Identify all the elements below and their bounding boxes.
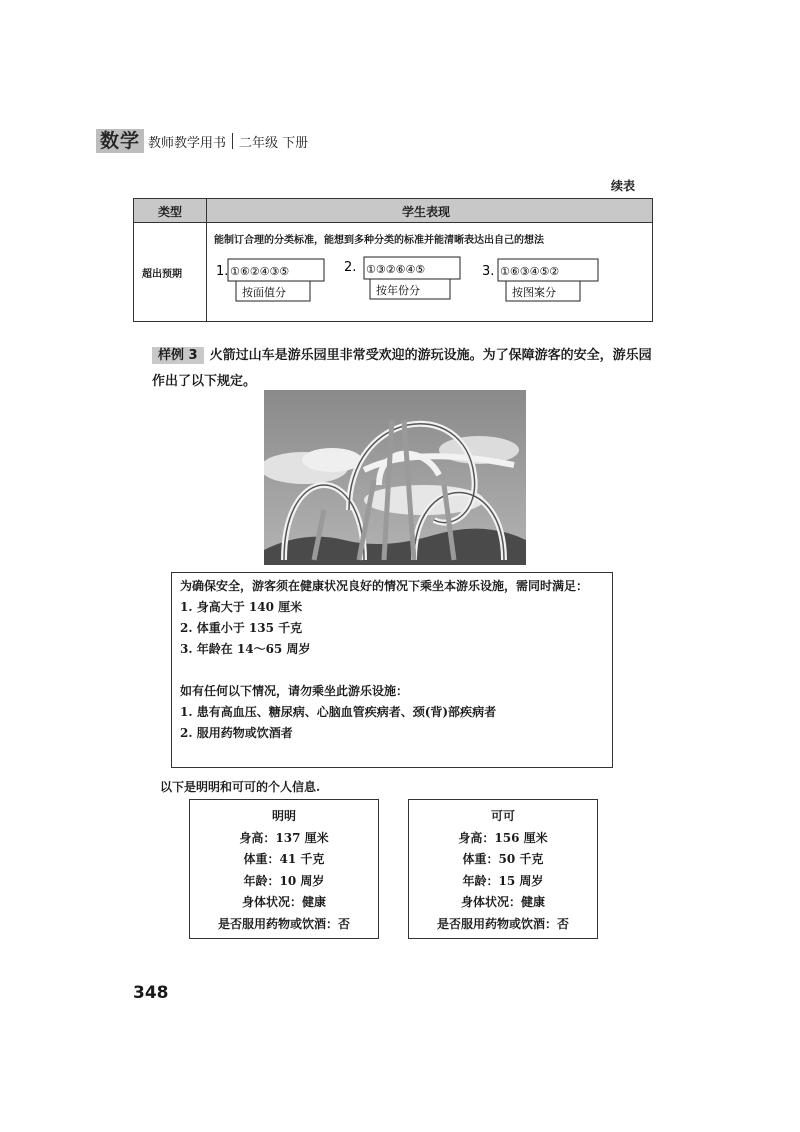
student-work-3 [482, 255, 612, 307]
person-health: 身体状况：健康 [241, 895, 326, 909]
person-meds: 是否服用药物或饮酒：否 [436, 916, 569, 931]
work-circles: ①⑥③④⑤② [500, 265, 560, 278]
student-work-1 [216, 255, 346, 307]
column-header-type: 类型 [158, 205, 183, 219]
person-age: 年龄：10 周岁 [243, 873, 325, 888]
person-age: 年龄：15 周岁 [462, 873, 544, 888]
sample-paragraph [152, 343, 662, 395]
row-label-exceeds: 超出预期 [142, 269, 182, 280]
sample-text: 火箭过山车是游乐园里非常受欢迎的游玩设施。为了保障游客的安全，游乐园作出了以下规定。 [152, 348, 652, 389]
person-weight: 体重：50 千克 [462, 852, 544, 866]
rules-lead: 为确保安全，游客须在健康状况良好的情况下乘坐本游乐设施，需同时满足： [180, 579, 589, 593]
page-number: 348 [133, 983, 169, 1003]
work-circles: ①⑥②④③⑤ [230, 265, 290, 278]
rule-item: 2. 体重小于 135 千克 [180, 621, 303, 635]
running-header [96, 128, 308, 154]
work-caption: 按年份分 [376, 284, 420, 297]
work-circles: ①③②⑥④⑤ [366, 263, 426, 276]
person-height: 身高：156 厘米 [458, 830, 548, 845]
work-caption: 按图案分 [512, 286, 556, 299]
rule-item: 1. 患有高血压、糖尿病、心脑血管疾病者、颈(背)部疾病者 [180, 705, 497, 719]
subject-label: 数学 [96, 129, 144, 153]
roller-coaster-photo [264, 390, 526, 565]
rule-item: 2. 服用药物或饮酒者 [180, 726, 293, 740]
column-header-performance: 学生表现 [402, 205, 451, 219]
grade-label: 二年级 下册 [239, 135, 309, 151]
person-name: 可可 [490, 809, 515, 823]
criterion-text: 能制订合理的分类标准，能想到多种分类的标准并能清晰表达出自己的想法 [214, 235, 544, 246]
performance-table [133, 198, 653, 322]
safety-rules-box [171, 572, 613, 768]
table-header-row [134, 199, 652, 223]
rule-item: 1. 身高大于 140 厘米 [180, 600, 303, 614]
work-number: 2. [344, 260, 357, 275]
work-number: 3. [482, 264, 495, 279]
header-divider [232, 133, 233, 149]
rules-lead-2: 如有任何以下情况，请勿乘坐此游乐设施： [180, 684, 409, 698]
work-number: 1. [216, 264, 229, 279]
person-health: 身体状况：健康 [460, 895, 545, 909]
work-caption: 按面值分 [242, 286, 286, 299]
person-weight: 体重：41 千克 [243, 852, 325, 866]
continued-label: 续表 [611, 179, 636, 193]
person-card-keke [408, 799, 598, 939]
person-meds: 是否服用药物或饮酒：否 [217, 916, 350, 931]
person-card-mingming [189, 799, 379, 939]
table-column-divider [206, 199, 207, 321]
student-work-2 [344, 255, 474, 307]
sample-tag: 样例 3 [152, 347, 204, 364]
person-name: 明明 [271, 809, 296, 823]
person-height: 身高：137 厘米 [239, 830, 329, 845]
book-title: 教师教学用书 [148, 135, 227, 151]
intro-text: 以下是明明和可可的个人信息. [160, 780, 321, 794]
rule-item: 3. 年龄在 14～65 周岁 [180, 642, 311, 656]
